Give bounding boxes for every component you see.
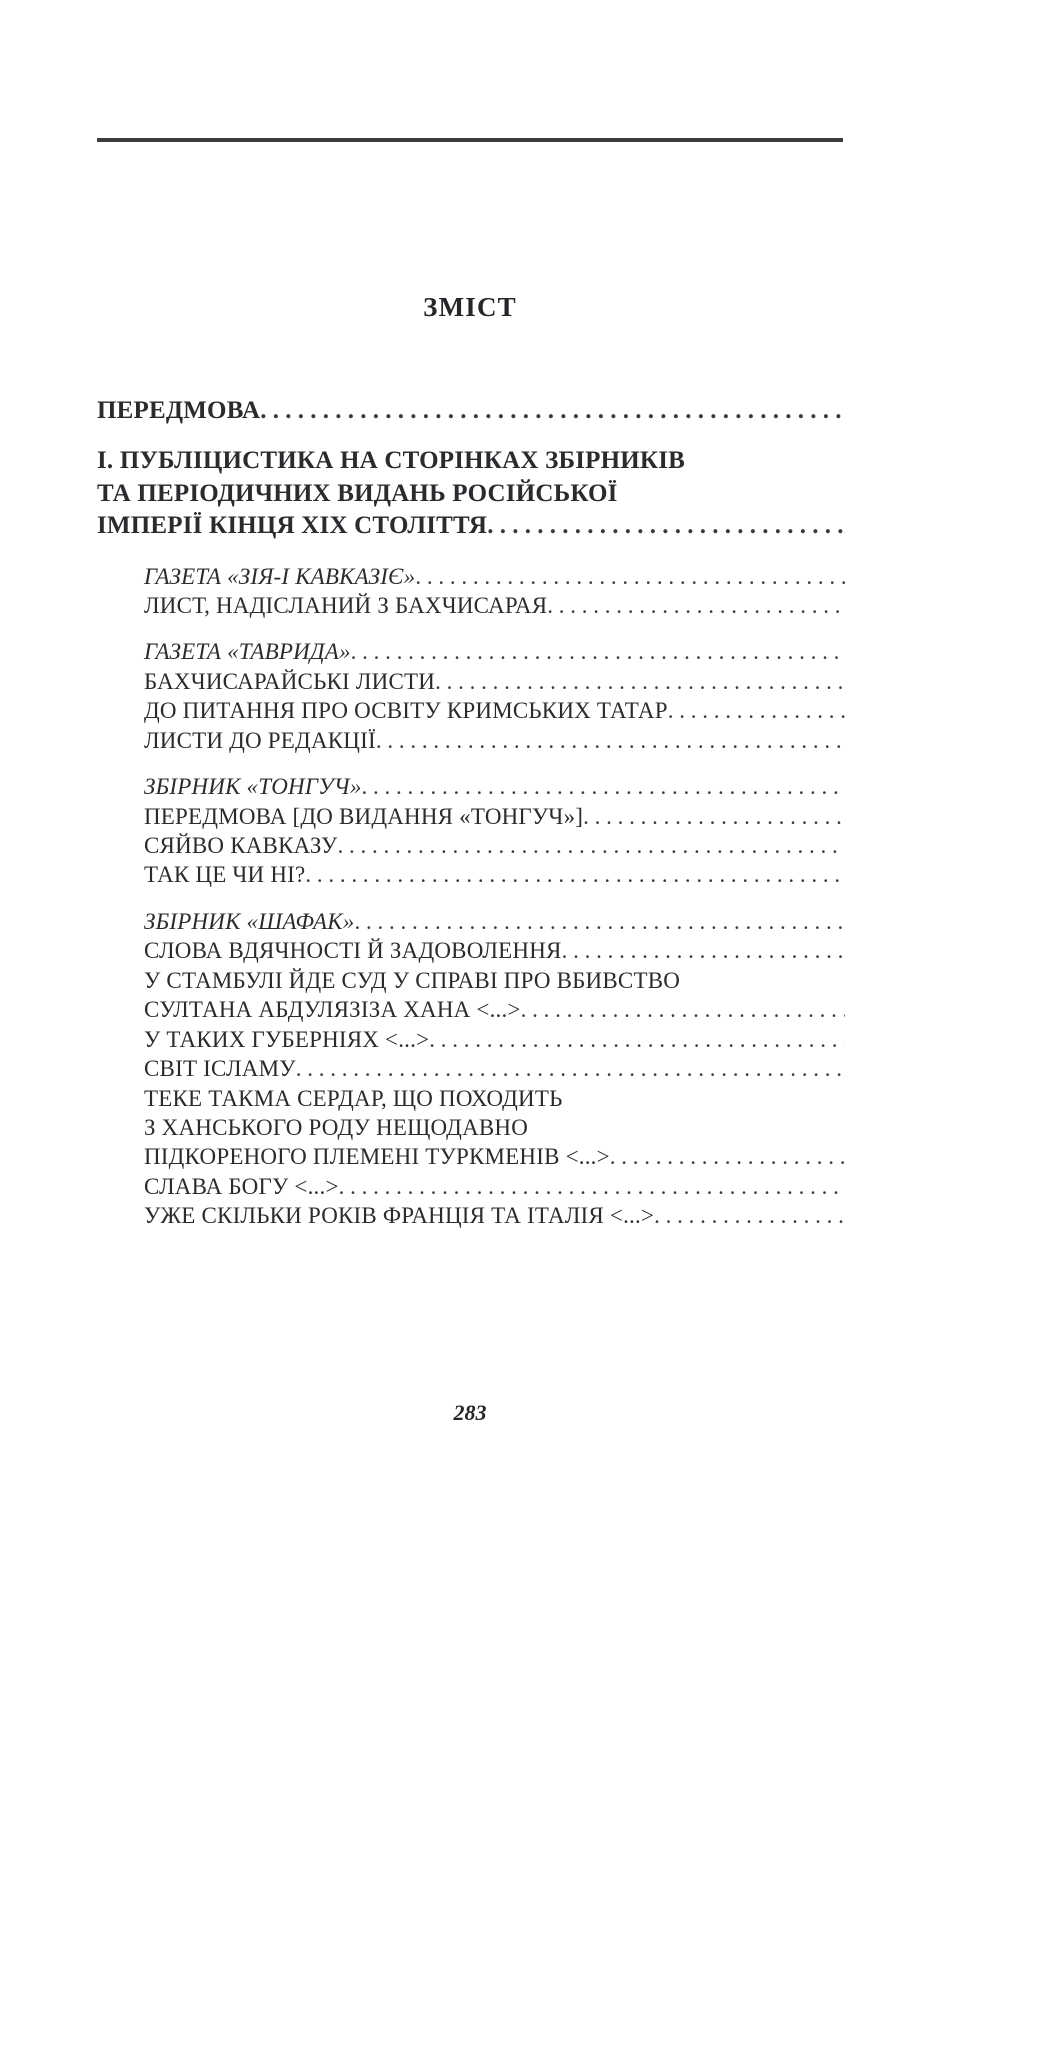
toc-entry-line-1: ТЕКЕ ТАКМА СЕРДАР, ЩО ПОХОДИТЬ xyxy=(144,1085,563,1111)
toc-entry-line-3: ПІДКОРЕНОГО ПЛЕМЕНІ ТУРКМЕНІВ <...> xyxy=(144,1144,610,1170)
toc-group-label: ГАЗЕТА «ЗІЯ-І КАВКАЗІЄ» xyxy=(144,563,416,589)
page-title: ЗМІСТ xyxy=(423,292,517,322)
toc-entry-line-1: У СТАМБУЛІ ЙДЕ СУД У СПРАВІ ПРО ВБИВСТВО xyxy=(144,967,681,993)
toc-group-shafak xyxy=(144,907,845,1231)
toc-entry-label: УЖЕ СКІЛЬКИ РОКІВ ФРАНЦІЯ ТА ІТАЛІЯ <...> xyxy=(144,1203,655,1229)
toc-list xyxy=(97,398,845,1231)
toc-entry-label: ПЕРЕДМОВА xyxy=(97,397,261,424)
toc-entry-label: СЛАВА БОГУ <...> xyxy=(144,1173,339,1199)
toc-section-line-2: ТА ПЕРІОДИЧНИХ ВИДАНЬ РОСІЙСЬКОЇ xyxy=(97,479,618,507)
toc-section-line-1: І. ПУБЛІЦИСТИКА НА СТОРІНКАХ ЗБІРНИКІВ xyxy=(97,447,686,474)
toc-entry-label: СЯЙВО КАВКАЗУ xyxy=(144,833,338,858)
toc-entry-label: ЛИСТ, НАДІСЛАНИЙ З БАХЧИСАРАЯ xyxy=(144,592,548,618)
toc-group-label: ЗБІРНИК «ТОНГУЧ» xyxy=(144,774,362,800)
toc-entry-uzhe-skilky-rokiv[interactable] xyxy=(144,1201,845,1230)
page-folio: 283 xyxy=(453,1400,487,1425)
toc-group-label: ЗБІРНИК «ШАФАК» xyxy=(144,908,355,934)
header-rule xyxy=(97,138,843,142)
toc-entry-line-2: З ХАНСЬКОГО РОДУ НЕЩОДАВНО xyxy=(144,1114,529,1140)
toc-entry-label: ПЕРЕДМОВА [ДО ВИДАННЯ «ТОНГУЧ»] xyxy=(144,803,584,829)
toc-entry-label: ТАК ЦЕ ЧИ НІ? xyxy=(144,862,306,888)
toc-entry-page xyxy=(97,398,1063,2052)
toc-entry-label: ЛИСТИ ДО РЕДАКЦІЇ xyxy=(144,727,376,753)
toc-entry-label: БАХЧИСАРАЙСЬКІ ЛИСТИ xyxy=(144,668,436,694)
toc-section-line-3: ІМПЕРІЇ КІНЦЯ XIX СТОЛІТТЯ xyxy=(97,512,488,539)
toc-entry-line-2: СУЛТАНА АБДУЛЯЗІЗА ХАНА <...> xyxy=(144,997,521,1023)
toc-entry-label: У ТАКИХ ГУБЕРНІЯХ <...> xyxy=(144,1026,430,1052)
toc-group-label: ГАЗЕТА «ТАВРИДА» xyxy=(144,639,351,665)
toc-entry-label: ДО ПИТАННЯ ПРО ОСВІТУ КРИМСЬКИХ ТАТАР xyxy=(144,698,668,724)
toc-entry-label: СЛОВА ВДЯЧНОСТІ Й ЗАДОВОЛЕННЯ xyxy=(144,938,562,964)
toc-entry-label: СВІТ ІСЛАМУ xyxy=(144,1056,296,1082)
